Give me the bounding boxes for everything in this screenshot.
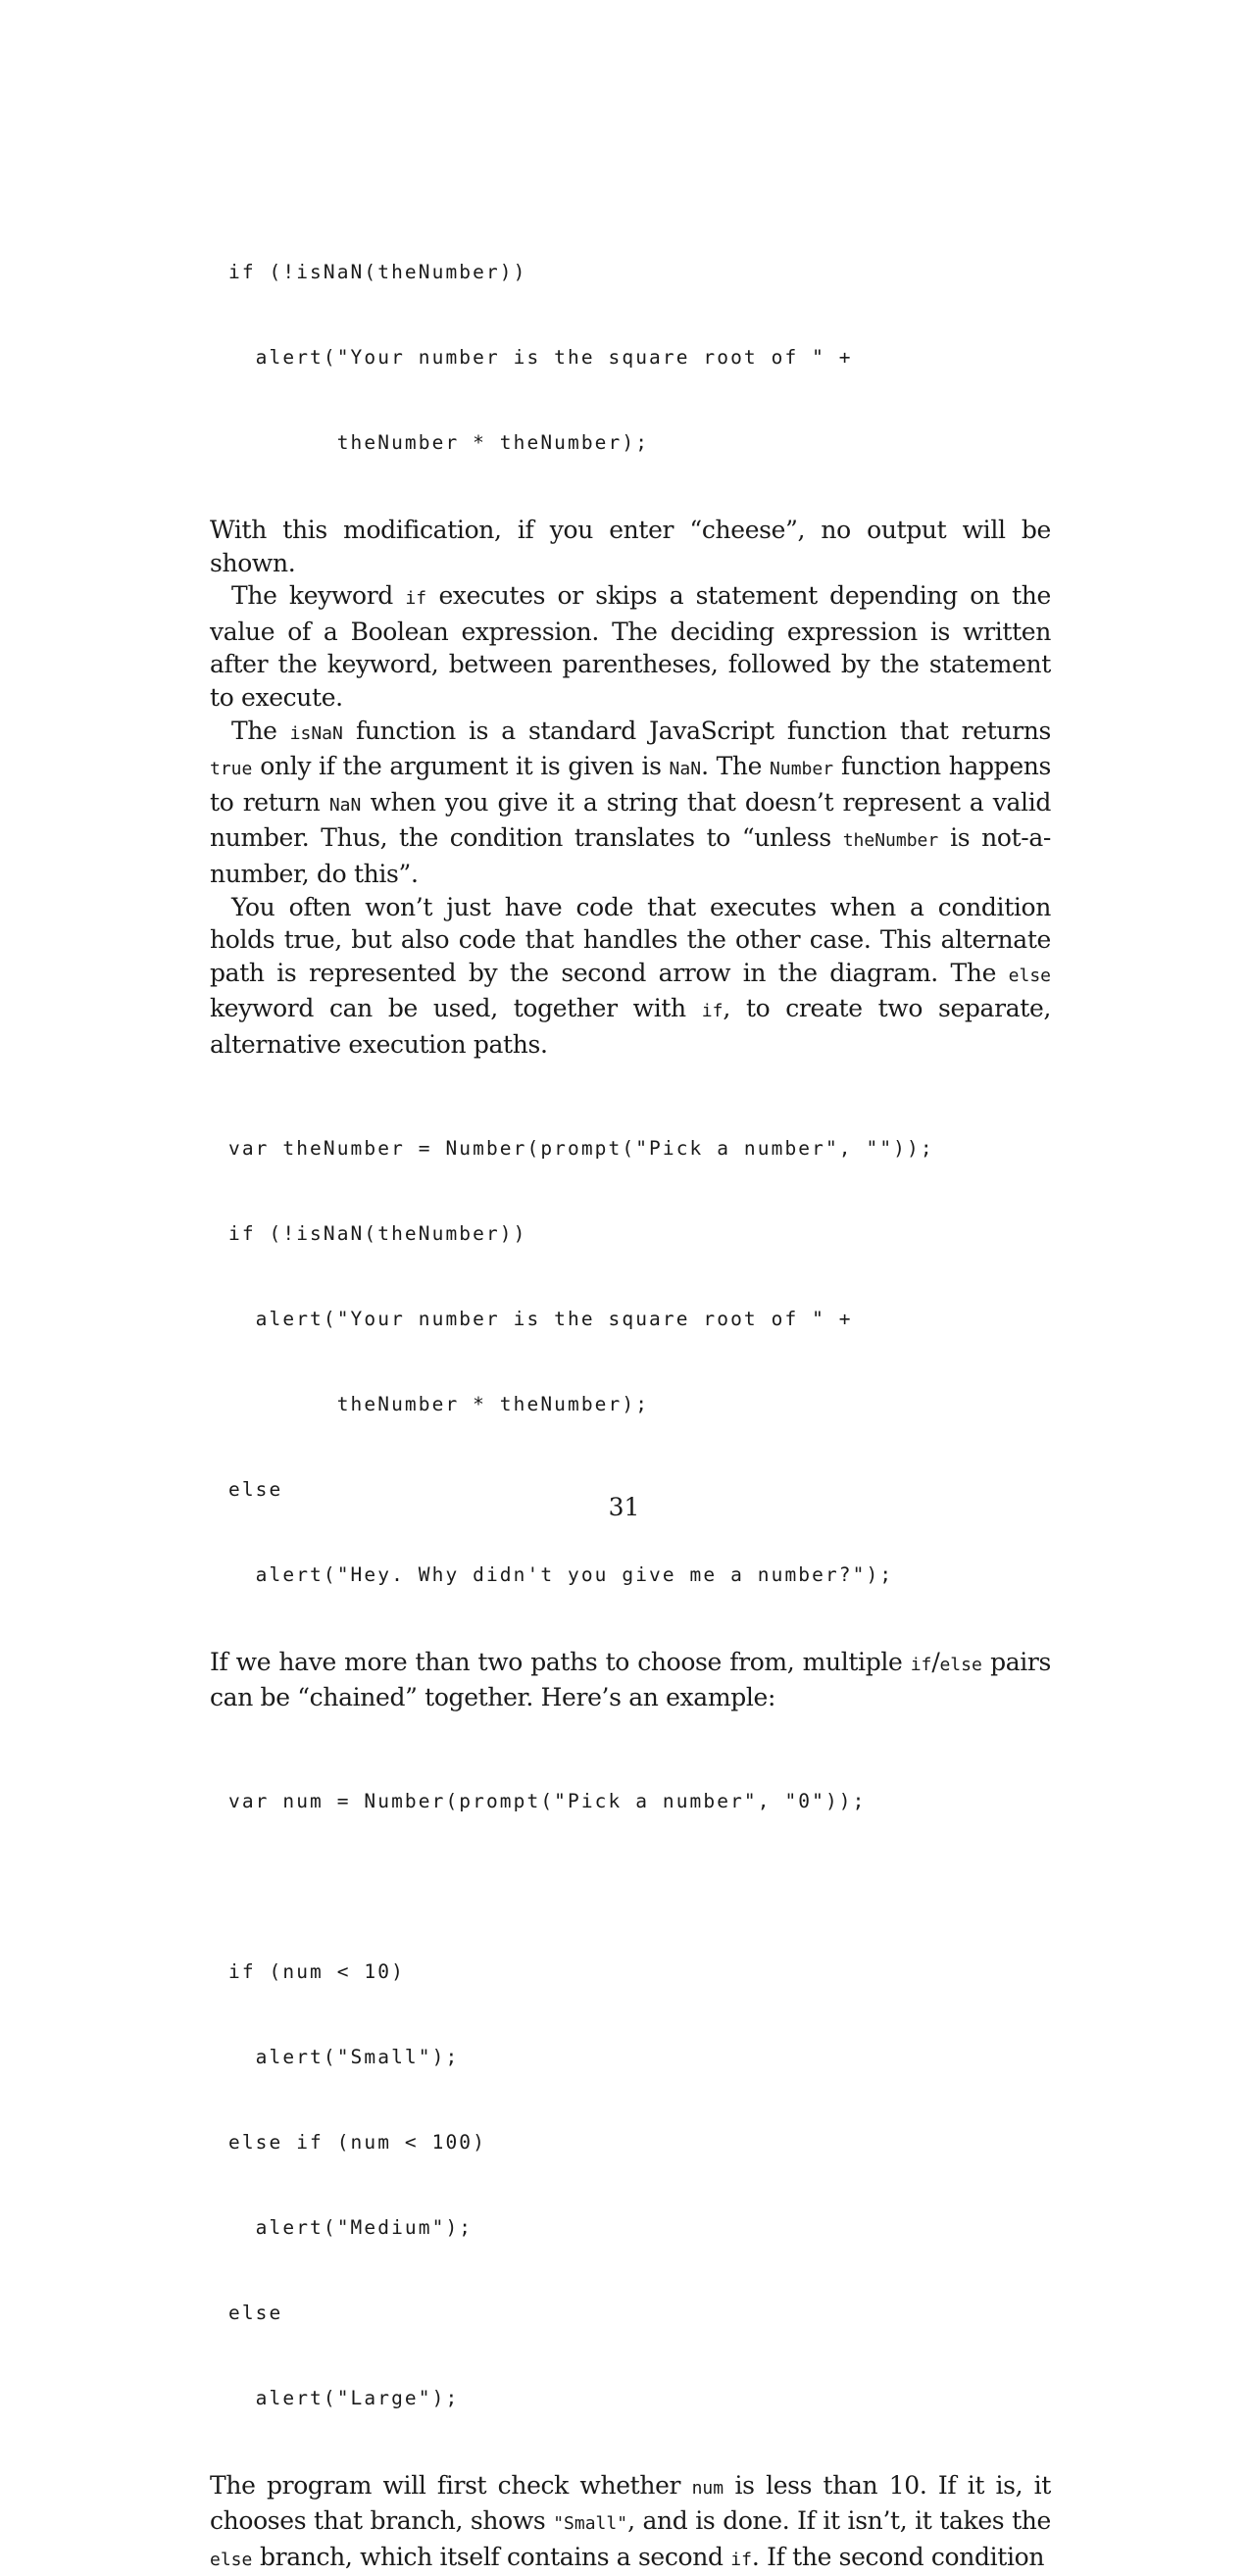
paragraph-modification: With this modification, if you enter “cheese”, no output will be shown. — [210, 516, 1051, 577]
inline-code: Number — [770, 759, 834, 780]
page-number: 31 — [608, 1493, 640, 1521]
inline-code: else — [210, 2549, 253, 2570]
code-line: alert("Your number is the square root of " + — [228, 346, 853, 369]
inline-code: else — [939, 1654, 982, 1675]
code-block-if-else — [228, 1077, 1051, 1646]
inline-code: if — [701, 1001, 724, 1022]
code-line: if (!isNaN(theNumber)) — [228, 261, 527, 283]
inline-code: isNaN — [289, 722, 343, 744]
paragraph-chained: If we have more than two paths to choose from, multiple if/else pairs can be “chained” together. Here’s an example: — [210, 1647, 1052, 1712]
code-line: alert("Large"); — [228, 2386, 460, 2409]
code-line: var num = Number(prompt("Pick a number", "0")); — [228, 1789, 867, 1812]
paragraph-isnan-function: The isNaN function is a standard JavaScript function that returns true only if the argument it is given is NaN. The Number function happens to return NaN when you give it a string that doesn’t represent a valid number. Thus, the condition translates to “unless theNumber is not-a-number, do this”. — [210, 716, 1052, 888]
code-line: else — [228, 2301, 283, 2324]
code-blank-line — [228, 1872, 1051, 1901]
code-line: if (!isNaN(theNumber)) — [228, 1221, 527, 1245]
inline-code: "Small" — [553, 2513, 628, 2535]
code-line: var theNumber = Number(prompt("Pick a number", "")); — [228, 1136, 934, 1160]
inline-code: if — [910, 1654, 932, 1675]
inline-code: else — [1008, 965, 1051, 986]
inline-code: NaN — [328, 794, 362, 816]
inline-code: num — [691, 2477, 724, 2499]
code-line: else — [228, 1477, 283, 1501]
paragraph-program-check: The program will first check whether num is less than 10. If it is, it chooses that branch, shows "Small", and is done. If it isn’t, it takes the else branch, which itself contains a second if. If the second condition — [210, 2470, 1051, 2571]
code-line: if (num < 10) — [228, 1959, 405, 1983]
code-block-chained-if — [228, 1730, 1051, 2469]
inline-code: if — [405, 588, 427, 610]
paragraph-if-keyword: The keyword if executes or skips a statement depending on the value of a Boolean expression. The deciding expression is written after the keyword, between parentheses, followed by the statement to execute. — [210, 581, 1051, 712]
inline-code: NaN — [669, 759, 702, 780]
code-line: theNumber * theNumber); — [228, 1392, 650, 1415]
inline-code: true — [210, 759, 253, 780]
code-line: alert("Medium"); — [228, 2215, 474, 2239]
inline-code: theNumber — [842, 830, 939, 852]
code-line: else if (num < 100) — [228, 2130, 486, 2154]
code-block-isnan — [228, 201, 1051, 514]
paragraph-else-keyword: You often won’t just have code that executes when a condition holds true, but also code that handles the other case. This alternate path is represented by the second arrow in the diagram. The else keyword can be used, together with if, to create two separate, alternative execution paths. — [210, 892, 1052, 1059]
inline-code: if — [730, 2549, 752, 2570]
code-line: alert("Your number is the square root of " + — [228, 1307, 853, 1330]
code-line: theNumber * theNumber); — [228, 431, 650, 454]
code-line: alert("Hey. Why didn't you give me a number?"); — [228, 1562, 894, 1586]
page-body — [210, 201, 1051, 2576]
code-line: alert("Small"); — [228, 2045, 460, 2068]
